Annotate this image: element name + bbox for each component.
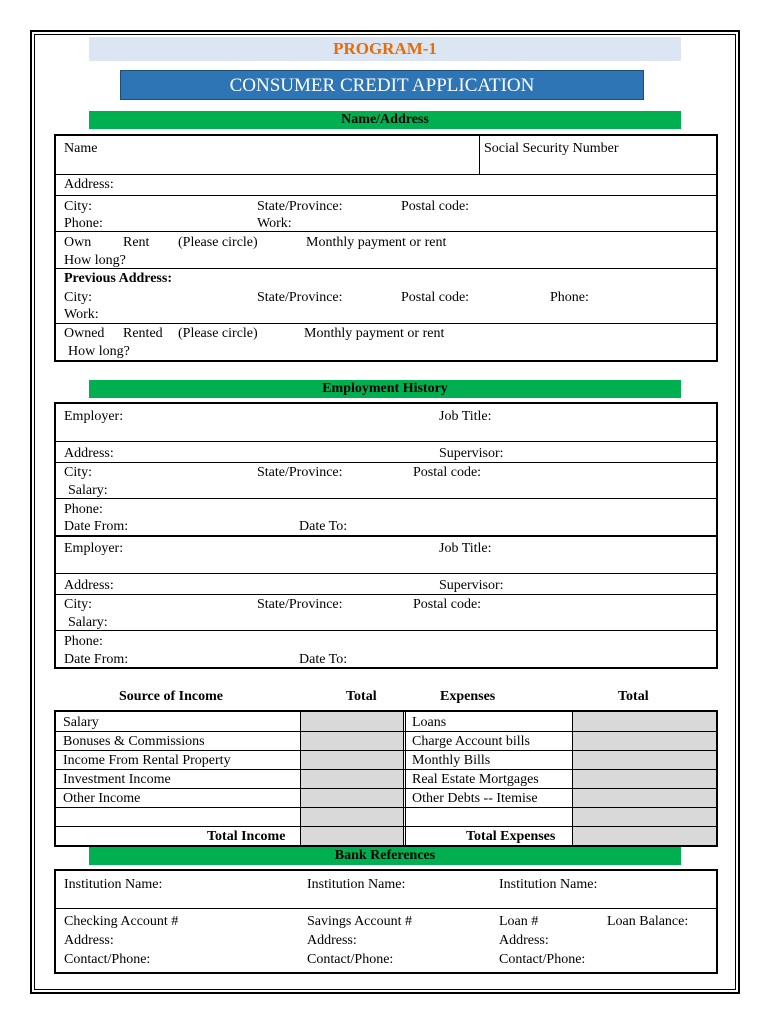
section-bank: Bank References: [89, 847, 681, 865]
how-long-field[interactable]: How long?: [64, 253, 126, 268]
row-divider: [56, 788, 716, 789]
row-divider: [56, 594, 716, 595]
address-field[interactable]: Address:: [64, 177, 114, 192]
date-to-field[interactable]: Date To:: [299, 519, 348, 534]
rented-option[interactable]: Rented: [123, 326, 163, 341]
prev-monthly-field[interactable]: Monthly payment or rent: [304, 326, 445, 341]
prev-work-field[interactable]: Work:: [64, 307, 99, 322]
emp-phone-field[interactable]: Phone:: [64, 502, 103, 517]
section-name-address: Name/Address: [89, 111, 681, 129]
row-divider: [56, 498, 716, 499]
emp-city-field[interactable]: City:: [64, 465, 93, 480]
bank-address-field-2[interactable]: Address:: [307, 933, 357, 948]
row-divider: [56, 731, 716, 732]
checking-account-field[interactable]: Checking Account #: [64, 914, 179, 929]
previous-address-heading: Previous Address:: [64, 271, 172, 286]
prev-phone-field[interactable]: Phone:: [550, 290, 589, 305]
prev-please-circle-label: (Please circle): [178, 326, 258, 341]
row-divider: [56, 268, 716, 269]
expense-item: Loans: [412, 715, 447, 730]
state-field[interactable]: State/Province:: [257, 199, 343, 214]
date-to-field-2[interactable]: Date To:: [299, 652, 348, 667]
row-divider: [56, 807, 716, 808]
institution-field-3[interactable]: Institution Name:: [499, 877, 598, 892]
salary-field[interactable]: Salary:: [68, 483, 108, 498]
emp-state-field[interactable]: State/Province:: [257, 465, 343, 480]
expense-item: Monthly Bills: [412, 753, 491, 768]
emp-city-field-2[interactable]: City:: [64, 597, 93, 612]
own-option[interactable]: Own: [64, 235, 92, 250]
expense-item: Charge Account bills: [412, 734, 530, 749]
section-employment: Employment History: [89, 380, 681, 398]
row-divider: [56, 573, 716, 574]
income-item: Other Income: [63, 791, 141, 806]
contact-phone-field-3[interactable]: Contact/Phone:: [499, 952, 586, 967]
contact-phone-field-2[interactable]: Contact/Phone:: [307, 952, 394, 967]
expense-item: Other Debts -- Itemise: [412, 791, 538, 806]
total-expenses-label: Total Expenses: [466, 829, 556, 844]
loan-balance-field[interactable]: Loan Balance:: [607, 914, 689, 929]
income-item: Bonuses & Commissions: [63, 734, 205, 749]
expense-item: Real Estate Mortgages: [412, 772, 539, 787]
income-item: Investment Income: [63, 772, 171, 787]
job-title-field[interactable]: Job Title:: [439, 409, 492, 424]
row-divider: [56, 441, 716, 442]
owned-option[interactable]: Owned: [64, 326, 105, 341]
please-circle-label: (Please circle): [178, 235, 258, 250]
income-expense-table: [54, 710, 718, 847]
ssn-field[interactable]: Social Security Number: [484, 141, 619, 156]
emp-postal-field-2[interactable]: Postal code:: [413, 597, 482, 612]
employer-divider: [56, 535, 716, 537]
program-title: PROGRAM-1: [89, 37, 681, 61]
emp-phone-field-2[interactable]: Phone:: [64, 634, 103, 649]
supervisor-field-2[interactable]: Supervisor:: [439, 578, 504, 593]
bank-address-field-3[interactable]: Address:: [499, 933, 549, 948]
job-title-field-2[interactable]: Job Title:: [439, 541, 492, 556]
form-title: CONSUMER CREDIT APPLICATION: [120, 70, 644, 100]
row-divider: [56, 174, 716, 175]
row-divider: [56, 231, 716, 232]
institution-field-1[interactable]: Institution Name:: [64, 877, 163, 892]
emp-postal-field[interactable]: Postal code:: [413, 465, 482, 480]
bank-address-field-1[interactable]: Address:: [64, 933, 114, 948]
row-divider: [56, 826, 716, 827]
income-item: Salary: [63, 715, 99, 730]
bank-box: [54, 869, 718, 974]
prev-postal-field[interactable]: Postal code:: [401, 290, 470, 305]
employer-field[interactable]: Employer:: [64, 409, 124, 424]
date-from-field[interactable]: Date From:: [64, 519, 129, 534]
row-divider: [56, 462, 716, 463]
rent-option[interactable]: Rent: [123, 235, 150, 250]
emp-address-field-2[interactable]: Address:: [64, 578, 114, 593]
emp-address-field[interactable]: Address:: [64, 446, 114, 461]
prev-city-field[interactable]: City:: [64, 290, 93, 305]
contact-phone-field-1[interactable]: Contact/Phone:: [64, 952, 151, 967]
total-income-label: Total Income: [207, 829, 286, 844]
expenses-header: Expenses: [440, 689, 496, 704]
city-field[interactable]: City:: [64, 199, 93, 214]
supervisor-field[interactable]: Supervisor:: [439, 446, 504, 461]
postal-field[interactable]: Postal code:: [401, 199, 470, 214]
row-divider: [56, 750, 716, 751]
income-total-header: Total: [346, 689, 377, 704]
ssn-divider: [479, 136, 480, 174]
date-from-field-2[interactable]: Date From:: [64, 652, 129, 667]
row-divider: [56, 769, 716, 770]
income-item: Income From Rental Property: [63, 753, 231, 768]
row-divider: [56, 195, 716, 196]
name-field[interactable]: Name: [64, 141, 98, 156]
row-divider: [56, 908, 716, 909]
work-field[interactable]: Work:: [257, 216, 292, 231]
emp-state-field-2[interactable]: State/Province:: [257, 597, 343, 612]
loan-number-field[interactable]: Loan #: [499, 914, 539, 929]
name-address-box: [54, 134, 718, 362]
source-of-income-header: Source of Income: [119, 689, 223, 704]
savings-account-field[interactable]: Savings Account #: [307, 914, 412, 929]
prev-how-long-field[interactable]: How long?: [68, 344, 130, 359]
employer-field-2[interactable]: Employer:: [64, 541, 124, 556]
monthly-payment-field[interactable]: Monthly payment or rent: [306, 235, 447, 250]
expenses-total-header: Total: [618, 689, 649, 704]
phone-field[interactable]: Phone:: [64, 216, 103, 231]
employment-box: [54, 402, 718, 669]
row-divider: [56, 630, 716, 631]
prev-state-field[interactable]: State/Province:: [257, 290, 343, 305]
salary-field-2[interactable]: Salary:: [68, 615, 108, 630]
institution-field-2[interactable]: Institution Name:: [307, 877, 406, 892]
row-divider: [56, 323, 716, 324]
